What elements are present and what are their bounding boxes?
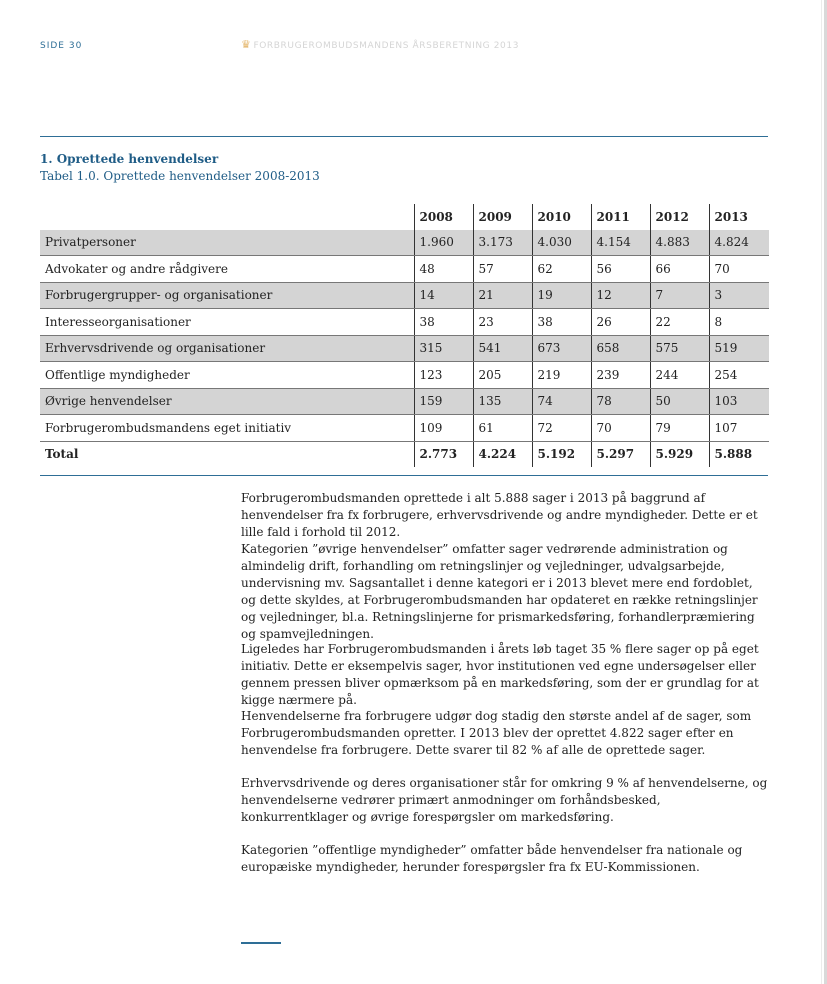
table-cell: 14 <box>414 282 473 309</box>
row-label: Forbrugerombudsmandens eget initiativ <box>40 415 414 442</box>
footer-accent-bar <box>241 942 281 944</box>
row-label: Advokater og andre rådgivere <box>40 256 414 283</box>
table-header-row <box>40 204 769 230</box>
table-cell: 38 <box>414 309 473 336</box>
table-row <box>40 230 769 256</box>
table-cell: 74 <box>532 388 591 415</box>
year-header: 2013 <box>709 204 769 230</box>
year-header: 2012 <box>650 204 709 230</box>
total-row <box>40 441 769 467</box>
table-cell: 673 <box>532 335 591 362</box>
table-cell: 4.883 <box>650 230 709 256</box>
table-cell: 3.173 <box>473 230 532 256</box>
table-cell: 135 <box>473 388 532 415</box>
row-label: Øvrige henvendelser <box>40 388 414 415</box>
table-cell: 57 <box>473 256 532 283</box>
table-bottom-rule <box>40 475 768 476</box>
table-row <box>40 335 769 362</box>
table-cell: 658 <box>591 335 650 362</box>
table-cell: 1.960 <box>414 230 473 256</box>
year-header: 2009 <box>473 204 532 230</box>
table-cell: 219 <box>532 362 591 389</box>
header-blank-cell <box>40 204 414 230</box>
body-paragraph: Henvendelserne fra forbrugere udgør dog stadig den største andel af de sager, som Forbrugerombudsmanden opretter. I 2013 blev der oprettet 4.822 sager efter en henvendelse fra forbrugere. Dette svarer til 82 % af alle de oprettede sager. <box>241 709 752 757</box>
table-cell: 62 <box>532 256 591 283</box>
table-cell: 4.030 <box>532 230 591 256</box>
table-cell: 4.824 <box>709 230 769 256</box>
table-cell: 254 <box>709 362 769 389</box>
row-label: Privatpersoner <box>40 230 414 256</box>
table-cell: 56 <box>591 256 650 283</box>
year-header: 2008 <box>414 204 473 230</box>
running-title: FORBRUGEROMBUDSMANDENS ÅRSBERETNING 2013 <box>253 41 520 51</box>
total-label: Total <box>45 447 79 462</box>
table-cell: 78 <box>591 388 650 415</box>
running-header <box>241 38 519 51</box>
row-label: Interesseorganisationer <box>40 309 414 336</box>
table-cell: 103 <box>709 388 769 415</box>
table-cell: 315 <box>414 335 473 362</box>
table-cell: 7 <box>650 282 709 309</box>
table-cell: 575 <box>650 335 709 362</box>
table-row <box>40 256 769 283</box>
henvendelser-table <box>40 204 769 467</box>
total-cell: 5.192 <box>532 441 591 467</box>
table-cell: 50 <box>650 388 709 415</box>
table-cell: 541 <box>473 335 532 362</box>
table-cell: 12 <box>591 282 650 309</box>
top-rule <box>40 136 768 137</box>
table-cell: 244 <box>650 362 709 389</box>
total-cell: 4.224 <box>473 441 532 467</box>
table-cell: 22 <box>650 309 709 336</box>
table-cell: 26 <box>591 309 650 336</box>
total-cell: 5.888 <box>709 441 769 467</box>
table-cell: 123 <box>414 362 473 389</box>
table-row <box>40 362 769 389</box>
body-paragraph: Erhvervsdrivende og deres organisationer står for omkring 9 % af henvendelserne, og henvendelserne vedrører primært anmodninger om forhåndsbesked, konkurrentklager og øvrige forespørgsler om markedsføring. <box>241 776 768 824</box>
total-cell: 2.773 <box>414 441 473 467</box>
body-paragraph: Forbrugerombudsmanden oprettede i alt 5.888 sager i 2013 på baggrund af henvendelser fra fx forbrugere, erhvervsdrivende og andre myndigheder. Dette er et lille fald i forhold til 2012. <box>241 491 758 539</box>
table-row <box>40 282 769 309</box>
total-cell: 5.297 <box>591 441 650 467</box>
table-cell: 48 <box>414 256 473 283</box>
table-cell: 239 <box>591 362 650 389</box>
table-cell: 159 <box>414 388 473 415</box>
table-row <box>40 388 769 415</box>
row-label: Erhvervsdrivende og organisationer <box>40 335 414 362</box>
table-cell: 19 <box>532 282 591 309</box>
year-header: 2011 <box>591 204 650 230</box>
table-cell: 8 <box>709 309 769 336</box>
table-cell: 72 <box>532 415 591 442</box>
row-label: Offentlige myndigheder <box>40 362 414 389</box>
table-cell: 4.154 <box>591 230 650 256</box>
table-cell: 3 <box>709 282 769 309</box>
table-cell: 23 <box>473 309 532 336</box>
table-cell: 205 <box>473 362 532 389</box>
table-cell: 66 <box>650 256 709 283</box>
table-cell: 61 <box>473 415 532 442</box>
table-cell: 21 <box>473 282 532 309</box>
table-cell: 79 <box>650 415 709 442</box>
section-title: 1. Oprettede henvendelser <box>40 152 219 166</box>
total-cell: 5.929 <box>650 441 709 467</box>
table-row <box>40 309 769 336</box>
body-paragraph: Ligeledes har Forbrugerombudsmanden i årets løb taget 35 % flere sager op på eget initiativ. Dette er eksempelvis sager, hvor institutionen ved egne undersøgelser eller gennem pressen bliver opmærksom på en markedsføring, som der er grundlag for at kigge nærmere på. <box>241 642 759 707</box>
crown-icon: ♛ <box>241 38 252 51</box>
page-edge-inner <box>821 0 822 984</box>
body-paragraph: Kategorien ”offentlige myndigheder” omfatter både henvendelser fra nationale og europæiske myndigheder, herunder forespørgsler fra fx EU-Kommissionen. <box>241 843 743 874</box>
table-cell: 107 <box>709 415 769 442</box>
body-paragraph: Kategorien ”øvrige henvendelser” omfatter sager vedrørende administration og almindelig drift, forhandling om retningslinjer og vejledninger, udvalgsarbejde, undervisning mv. Sagsantallet i denne kategori er i 2013 blevet mere end fordoblet, og dette skyldes, at Forbrugerombudsmanden har opdateret en række retningslinjer og vejledninger, bl.a. Retningslinjerne for prismarkedsføring, forhandlerpræmiering og spamvejledningen. <box>241 542 758 641</box>
table-cell: 519 <box>709 335 769 362</box>
table-caption: Tabel 1.0. Oprettede henvendelser 2008-2013 <box>40 169 320 183</box>
table-cell: 109 <box>414 415 473 442</box>
table-cell: 38 <box>532 309 591 336</box>
table-cell: 70 <box>709 256 769 283</box>
row-label: Forbrugergrupper- og organisationer <box>40 282 414 309</box>
year-header: 2010 <box>532 204 591 230</box>
table-cell: 70 <box>591 415 650 442</box>
table-row <box>40 415 769 442</box>
page-number: SIDE 30 <box>40 41 83 51</box>
